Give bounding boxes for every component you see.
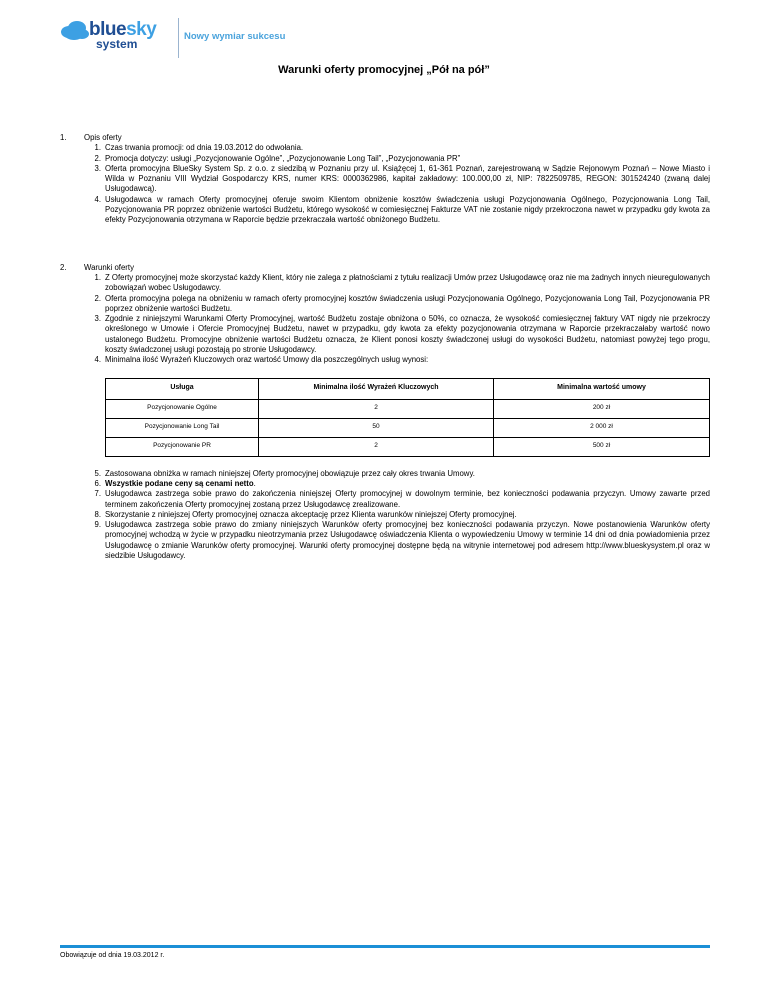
item-text-bold: Wszystkie podane ceny są cenami netto [105,478,254,488]
list-item [84,355,710,365]
item-number: 5. [94,468,101,478]
item-text: Czas trwania promocji: od dnia 19.03.2012 do odwołania. [105,143,304,153]
document-body [60,133,710,561]
item-text: Minimalna ilość Wyrażeń Kluczowych oraz wartość Umowy dla poszczególnych usług wynosi: [105,355,429,365]
logo-subtitle: system [96,37,138,51]
item-text: Usługodawca zastrzega sobie prawo do zmiany niniejszych Warunków oferty promocyjnej bez konieczności podawania przyczyn. Nowe postanowienia Warunków oferty promocyjnej wchodzą w życie w przypadku nieotrzymania przez Usługodawcę oświadczenia Klienta o wypowiedzeniu Umowy w terminie 14 dni od dnia powiadomienia przez Usługodawcę o zmianie Warunków oferty promocyjnej. Warunki oferty promocyjnej dostępne będą na witrynie internetowej pod adresem http://www.blueskysystem.pl oraz w siedzibie Usługodawcy. [105,520,710,561]
column-header: Usługa [106,378,259,399]
item-text: Usługodawca zastrzega sobie prawo do zakończenia niniejszej Oferty promocyjnej w dowolnym terminie, bez konieczności podawania przyczyn. Umowy zawarte przed terminem zakończenia Oferty promocyjnej zostaną przez Usługodawcę zrealizowane. [105,489,710,509]
cloud-icon [60,20,90,42]
logo-wordmark-part1: blue [89,19,127,40]
item-text [105,479,710,489]
item-number: 2. [94,153,101,163]
tagline: Nowy wymiar sukcesu [184,31,286,42]
section-warunki-oferty [60,263,710,562]
list-item [84,469,710,479]
item-text-suffix: . [253,478,256,488]
table-cell: 200 zł [494,399,710,418]
table-row [106,399,710,418]
table-cell: Pozycjonowanie Ogólne [106,399,259,418]
table-header-row [106,378,710,399]
list-item [84,154,710,164]
item-number: 7. [94,489,101,499]
item-number: 4. [94,355,101,365]
header [60,18,360,58]
list-item [84,479,710,489]
item-number: 1. [94,143,101,153]
section-number: 2. [60,262,67,272]
table-cell: Pozycjonowanie PR [106,437,259,456]
list-item [84,143,710,153]
item-text: Z Oferty promocyjnej może skorzystać każdy Klient, który nie zalega z płatnościami z tytułu realizacji Umów przez Usługodawcę oraz nie ma żadnych innych nieuregulowanych zobowiązań wobec Usługodawcy. [105,272,710,293]
item-number: 3. [94,314,101,324]
item-text: Oferta promocyjna polega na obniżeniu w ramach oferty promocyjnej kosztów świadczenia usługi Pozycjonowania Ogólnego, Pozycjonowania Long Tail, Pozycjonowania PR poprzez obniżenie wartości Budżetu. [105,293,710,313]
list-item [84,510,710,520]
item-number: 9. [94,520,101,530]
footer-effective-date: Obowiązuje od dnia 19.03.2012 r. [60,952,165,959]
table-cell: 50 [259,418,494,437]
list-item [84,520,710,561]
item-number: 2. [94,293,101,303]
section-opis-oferty [60,133,710,226]
column-header: Minimalna ilość Wyrażeń Kluczowych [259,378,494,399]
column-header: Minimalna wartość umowy [494,378,710,399]
item-number: 6. [94,478,101,488]
section-number: 1. [60,133,67,142]
item-text: Promocja dotyczy: usługi „Pozycjonowanie Ogólne”, „Pozycjonowanie Long Tail”, „Pozycjonowania PR” [105,153,461,163]
table-cell: 2 [259,437,494,456]
list-item [84,294,710,315]
section-items [84,143,710,225]
list-item [84,314,710,355]
item-text: Skorzystanie z niniejszej Oferty promocyjnej oznacza akceptację przez Klienta warunków niniejszej Oferty promocyjnej. [105,509,517,519]
list-item [84,273,710,294]
table-row [106,437,710,456]
item-text: Usługodawca w ramach Oferty promocyjnej oferuje swoim Klientom obniżenie kosztów świadczenia usługi Pozycjonowania Ogólnego, Pozycjonowania Long Tail, Pozycjonowania PR poprzez obniżenie wartości Budżetu, którego wysokość w comiesięcznej Fakturze VAT nie zostanie nigdy przekroczona nawet w przypadku gdy kwota za efekty Pozycjonowania otrzymana w Raporcie będzie przekraczała wartość obniżonego Budżetu. [105,194,710,225]
document-title: Warunki oferty promocyjnej „Pół na pół” [278,64,490,76]
item-number: 3. [94,163,101,173]
item-number: 1. [94,272,101,282]
item-number: 8. [94,509,101,519]
list-item [84,195,710,226]
section-items-continued [84,469,710,562]
logo-wordmark-part2: sky [126,19,157,40]
table-cell: 500 zł [494,437,710,456]
header-divider [178,18,179,58]
item-text: Zgodnie z niniejszymi Warunkami Oferty Promocyjnej, wartość Budżetu zostaje obniżona o 50%, co oznacza, że wysokość comiesięcznej faktury VAT nigdy nie przekroczy określonego w Umowie i Ofercie Promocyjnej Budżetu, nawet w przypadku, gdy kwota za efekty pozycjonowania otrzymana w Raporcie przekraczałaby wartość nowo ustalonego Budżetu. Promocyjne obniżenie wartości Budżetu oznacza, że Klient ponosi koszty świadczonej usługi do wysokości Budżetu, natomiast powyżej tego progu, koszty świadczonej usługi pozostają po stronie Usługodawcy. [105,314,710,355]
minimum-values-table [105,378,710,457]
list-item [84,489,710,510]
item-number: 4. [94,194,101,204]
section-title: Opis oferty [84,133,122,142]
table-row [106,418,710,437]
section-title: Warunki oferty [84,262,134,272]
table-cell: Pozycjonowanie Long Tail [106,418,259,437]
table-cell: 2 000 zł [494,418,710,437]
item-text: Zastosowana obniżka w ramach niniejszej Oferty promocyjnej obowiązuje przez cały okres trwania Umowy. [105,468,475,478]
footer-bar [60,945,710,948]
section-items [84,273,710,366]
table-cell: 2 [259,399,494,418]
bluesky-logo [60,18,172,58]
list-item [84,164,710,195]
item-text: Oferta promocyjna BlueSky System Sp. z o.o. z siedzibą w Poznaniu przy ul. Książęcej 1, 61-361 Poznań, zarejestrowaną w Sądzie Rejonowym Poznań – Nowe Miasto i Wilda w Poznaniu VIII Wydział Gospodarczy KRS, numer KRS: 0000362986, kapitał zakładowy: 100.000,00 zł, NIP: 7822509785, REGON: 301524240 (zwaną dalej Usługodawcą). [105,163,710,194]
